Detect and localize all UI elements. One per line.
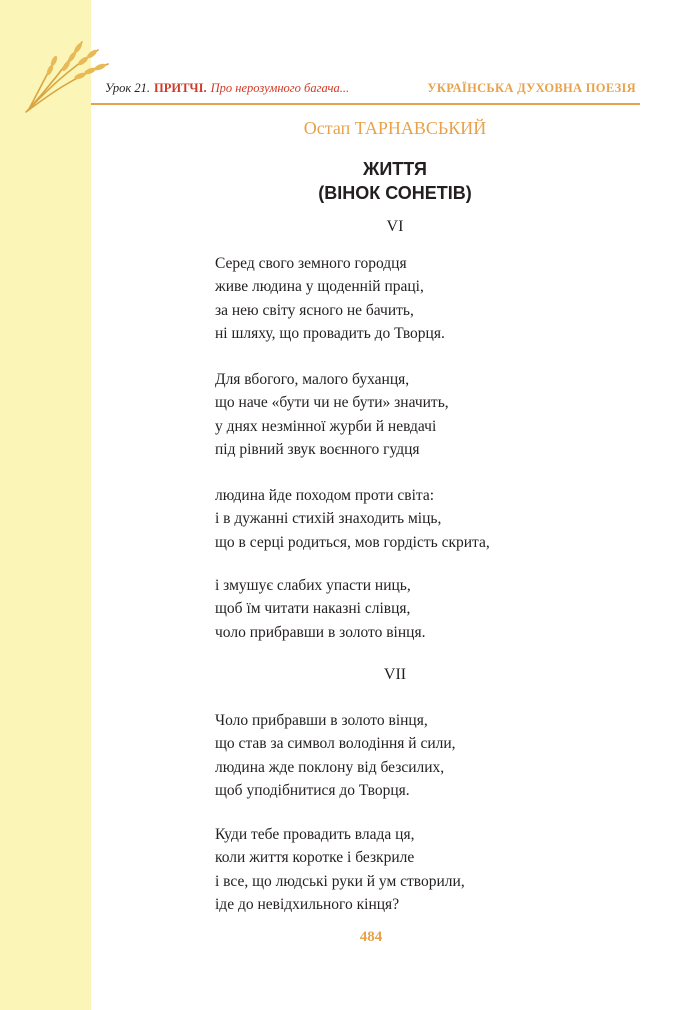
poem-line: за нею світу ясного не бачить, xyxy=(215,301,414,319)
poem-line: іде до невідхильного кінця? xyxy=(215,895,400,913)
poem-line: Куди тебе провадить влада ця, xyxy=(215,826,415,843)
book-section-label: УКРАЇНСЬКА ДУХОВНА ПОЕЗІЯ xyxy=(427,81,636,95)
section-label: ПРИТЧІ. xyxy=(154,81,207,95)
lesson-label: Урок 21. xyxy=(105,81,151,95)
poem-line: що наче «бути чи не бути» значить, xyxy=(215,394,449,412)
header-divider xyxy=(91,103,640,105)
poem-line: і змушує слабих упасти ниць, xyxy=(215,577,411,594)
poem-line: Для вбогого, малого буханця, xyxy=(215,371,410,388)
stanza xyxy=(215,484,490,554)
stanza xyxy=(215,368,449,461)
stanza xyxy=(215,709,456,802)
poem-line: під рівний звук воєнного гудця xyxy=(215,440,420,458)
poem-line: щоб уподібнитися до Творця. xyxy=(215,781,410,799)
stanza xyxy=(215,823,465,916)
header-left xyxy=(105,81,349,96)
sonnet-numeral: VII xyxy=(383,666,407,683)
stanza xyxy=(215,252,445,345)
poem-line: живе людина у щоденній праці, xyxy=(215,278,424,296)
poem-line: щоб їм читати наказні слівця, xyxy=(215,600,411,618)
running-header xyxy=(91,78,641,102)
poem-line: і все, що людські руки й ум створили, xyxy=(215,872,465,890)
poem-line: ні шляху, що провадить до Творця. xyxy=(215,324,445,342)
poem-line: що став за символ володіння й сили, xyxy=(215,735,456,753)
side-strip xyxy=(0,0,91,1010)
poem-line: і в дужанні стихій знаходить міць, xyxy=(215,510,442,528)
poem-line: людина йде походом проти світа: xyxy=(215,487,435,504)
sonnet-numeral: VI xyxy=(386,218,404,235)
poem-line: Серед свого земного городця xyxy=(215,255,407,272)
poem-line: що в серці родиться, мов гордість скрита, xyxy=(215,533,490,551)
poem-title xyxy=(91,157,699,205)
stanza xyxy=(215,574,425,644)
poem-author: Остап ТАРНАВСЬКИЙ xyxy=(303,118,487,138)
subtitle-label: Про нерозумного багача... xyxy=(210,81,350,95)
poem-line: чоло прибравши в золото вінця. xyxy=(215,623,426,641)
poem-title-line1: ЖИТТЯ xyxy=(363,159,427,179)
poem-line: у днях незмінної журби й невдачі xyxy=(215,417,437,435)
poem-title-line2: (ВІНОК СОНЕТІВ) xyxy=(318,183,472,203)
poem-line: людина жде поклону від безсилих, xyxy=(215,758,445,776)
page-number: 484 xyxy=(359,929,383,945)
poem-line: Чоло прибравши в золото вінця, xyxy=(215,712,428,729)
poem-line: коли життя коротке і безкриле xyxy=(215,849,415,867)
